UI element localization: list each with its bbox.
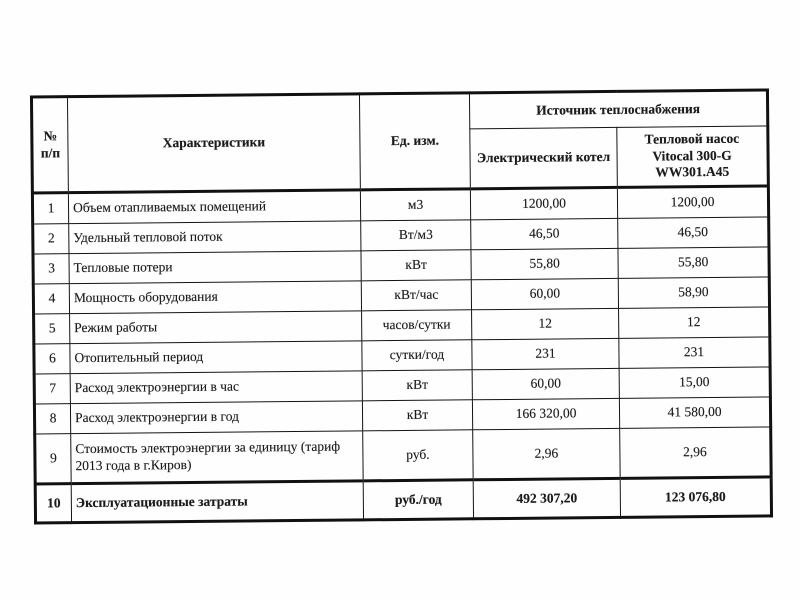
- header-source-electric-boiler: Электрический котел: [470, 127, 618, 188]
- row-characteristic: Мощность оборудования: [69, 281, 361, 314]
- row-number: 9: [35, 434, 71, 484]
- row-value-electric-boiler: 1200,00: [470, 187, 617, 219]
- row-unit: кВт: [361, 250, 471, 281]
- row-value-heat-pump: 12: [619, 307, 770, 338]
- row-value-heat-pump: 41 580,00: [619, 397, 770, 428]
- row-unit: кВт/час: [361, 280, 471, 311]
- row-number: 10: [35, 484, 71, 523]
- row-value-heat-pump: 46,50: [618, 217, 769, 248]
- row-value-electric-boiler: 492 307,20: [473, 478, 620, 518]
- header-number-line1: №: [43, 127, 58, 144]
- header-number-col: [31, 97, 68, 193]
- row-characteristic: Тепловые потери: [69, 251, 361, 284]
- row-value-electric-boiler: 60,00: [472, 368, 619, 399]
- row-value-electric-boiler: 60,00: [471, 278, 618, 309]
- table-row-totals: [35, 477, 771, 523]
- row-value-heat-pump: 123 076,80: [620, 477, 771, 517]
- row-unit: м3: [360, 189, 470, 221]
- row-characteristic: Удельный тепловой поток: [69, 221, 361, 254]
- row-unit: кВт: [362, 400, 472, 431]
- row-characteristic: Стоимость электроэнергии за единицу (тариф 2013 года в г.Киров): [71, 431, 363, 484]
- row-number: 1: [32, 193, 68, 224]
- row-number: 2: [33, 224, 69, 254]
- row-value-heat-pump: 231: [619, 337, 770, 368]
- row-unit: руб.: [363, 430, 473, 481]
- row-value-electric-boiler: 2,96: [473, 428, 620, 479]
- row-unit: кВт: [362, 370, 472, 401]
- heat-pump-name-line1: Тепловой насос: [644, 130, 740, 147]
- table-row: [35, 427, 771, 484]
- row-characteristic: Расход электроэнергии в час: [70, 371, 362, 404]
- row-unit: Вт/м3: [361, 220, 471, 251]
- row-number: 7: [34, 374, 70, 404]
- row-value-electric-boiler: 231: [472, 338, 619, 369]
- row-value-heat-pump: 58,90: [618, 277, 769, 308]
- row-value-electric-boiler: 166 320,00: [472, 398, 619, 429]
- row-unit: сутки/год: [362, 340, 472, 371]
- heat-pump-name-line2: Vitocal 300-G: [652, 147, 732, 164]
- row-characteristic: Эксплуатационные затраты: [71, 481, 363, 523]
- heat-pump-name-line3: WW301.A45: [655, 164, 730, 180]
- header-characteristics: Характеристики: [67, 94, 360, 193]
- row-value-electric-boiler: 12: [472, 308, 619, 339]
- row-number: 6: [34, 344, 70, 374]
- header-unit: Ед. изм.: [359, 93, 470, 190]
- row-value-electric-boiler: 55,80: [471, 248, 618, 279]
- row-value-heat-pump: 1200,00: [617, 186, 768, 218]
- row-characteristic: Расход электроэнергии в год: [70, 401, 362, 434]
- row-value-heat-pump: 55,80: [618, 247, 769, 278]
- row-value-heat-pump: 2,96: [620, 427, 771, 478]
- row-number: 5: [34, 314, 70, 344]
- row-value-heat-pump: 15,00: [619, 367, 770, 398]
- heat-supply-comparison-table: [30, 88, 773, 524]
- row-characteristic: Отопительный период: [70, 341, 362, 374]
- row-number: 8: [34, 404, 70, 434]
- header-number-line2: п/п: [40, 144, 61, 160]
- row-number: 3: [33, 254, 69, 284]
- header-source-heat-pump: [617, 126, 769, 187]
- row-unit: часов/сутки: [362, 310, 472, 341]
- row-characteristic: Режим работы: [70, 311, 362, 344]
- row-characteristic: Объем отапливаемых помещений: [68, 190, 360, 224]
- header-source-group: Источник теплоснабжения: [469, 90, 767, 129]
- comparison-table-container: [30, 88, 770, 524]
- row-unit: руб./год: [363, 480, 473, 520]
- row-value-electric-boiler: 46,50: [471, 218, 618, 249]
- row-number: 4: [33, 284, 69, 314]
